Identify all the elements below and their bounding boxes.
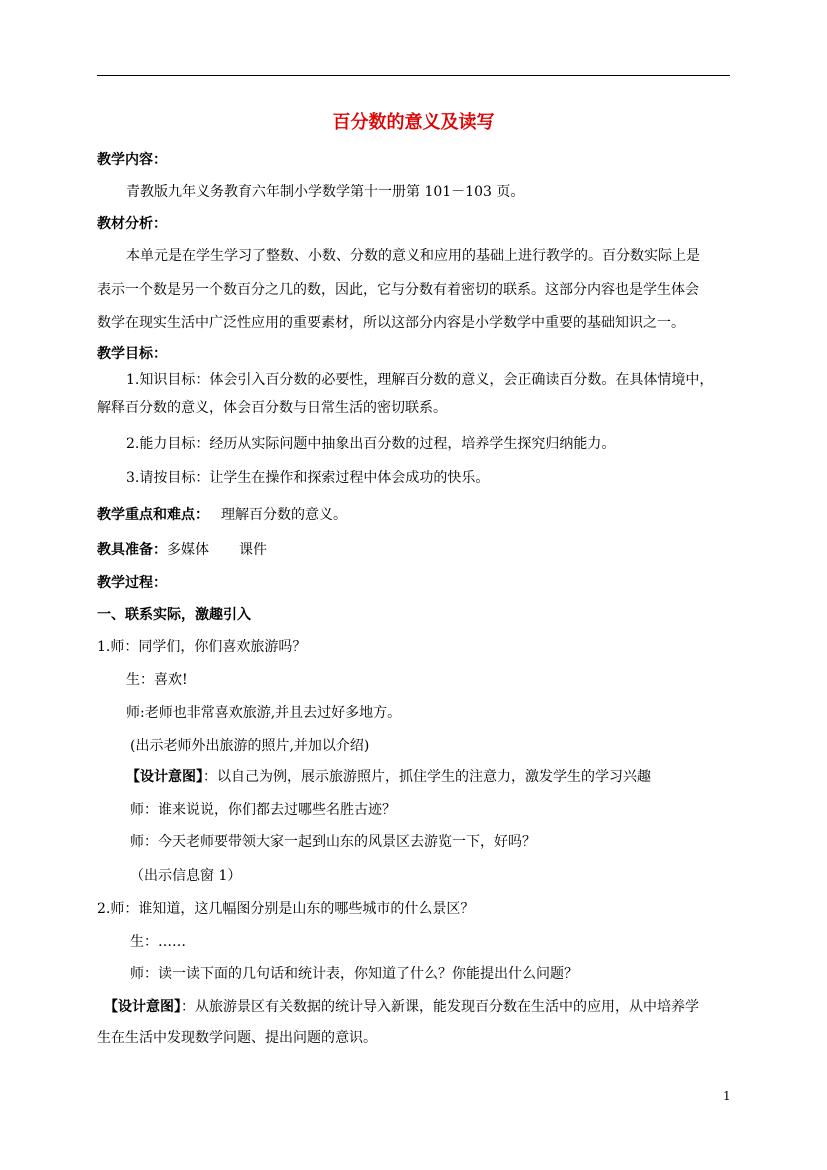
dialogue-line-13: 生在生活中发现数学问题、提出问题的意识。 (97, 1030, 377, 1046)
design-intent-label: 【设计意图】 (126, 769, 203, 785)
dialogue-line-10: 生：…… (130, 934, 186, 950)
section-heading-goals: 教学目标： (97, 346, 167, 362)
dialogue-line-11: 师：读一读下面的几句话和统计表，你知道了什么？你能提出什么问题？ (130, 966, 578, 982)
goal-1-line-2: 解释百分数的意义，体会百分数与日常生活的密切联系。 (97, 400, 447, 416)
design-intent-2 (104, 997, 699, 1017)
dialogue-line-7: 师：今天老师要带领大家一起到山东的风景区去游览一下，好吗？ (130, 834, 536, 850)
section-heading-analysis: 教材分析： (97, 216, 167, 232)
dialogue-line-1: 1.师：同学们，你们喜欢旅游吗？ (97, 639, 307, 655)
design-intent-1 (126, 767, 651, 787)
analysis-line-2: 表示一个数是另一个数百分之几的数，因此，它与分数有着密切的联系。这部分内容也是学生体会 (97, 282, 699, 298)
content-text: 青教版九年义务教育六年制小学数学第十一册第 101－103 页。 (126, 184, 525, 200)
goal-3: 3.请按目标：让学生在操作和探索过程中体会成功的快乐。 (126, 470, 490, 486)
section-heading-process: 教学过程： (97, 575, 167, 591)
dialogue-line-8: （出示信息窗 1） (130, 868, 242, 884)
design-intent-label-2: 【设计意图】 (104, 999, 181, 1015)
dialogue-line-6: 师：谁来说说，你们都去过哪些名胜古迹？ (130, 802, 396, 818)
tools-text-2: 课件 (239, 542, 267, 558)
part1-heading: 一、联系实际，激趣引入 (97, 607, 251, 623)
key-points-label: 教学重点和难点： (97, 507, 209, 523)
analysis-line-3: 数学在现实生活中广泛性应用的重要素材，所以这部分内容是小学数学中重要的基础知识之一。 (97, 315, 685, 331)
dialogue-line-9: 2.师：谁知道，这几幅图分别是山东的哪些城市的什么景区？ (97, 901, 475, 917)
dialogue-line-2: 生：喜欢! (126, 672, 188, 688)
page-title: 百分数的意义及读写 (332, 112, 495, 133)
goal-1-line-1: 1.知识目标：体会引入百分数的必要性，理解百分数的意义，会正确读百分数。在具体情境中， (126, 372, 714, 388)
tools-text: 多媒体 (167, 542, 209, 558)
goal-2: 2.能力目标：经历从实际问题中抽象出百分数的过程，培养学生探究归纳能力。 (126, 436, 616, 452)
dialogue-line-4: (出示老师外出旅游的照片,并加以介绍) (130, 738, 370, 754)
design-intent-text-2: ：从旅游景区有关数据的统计导入新课，能发现百分数在生活中的应用，从中培养学 (181, 999, 699, 1015)
tools (97, 540, 267, 560)
page-number: 1 (723, 1089, 731, 1103)
analysis-line-1: 本单元是在学生学习了整数、小数、分数的意义和应用的基础上进行教学的。百分数实际上是 (126, 248, 700, 264)
section-heading-content: 教学内容： (97, 152, 167, 168)
header-rule (97, 75, 730, 76)
key-points-text: 理解百分数的意义。 (221, 507, 347, 523)
design-intent-text: ：以自己为例，展示旅游照片，抓住学生的注意力，激发学生的学习兴趣 (203, 769, 651, 785)
dialogue-line-3: 师:老师也非常喜欢旅游,并且去过好多地方。 (126, 705, 402, 721)
key-points (97, 505, 347, 525)
tools-label: 教具准备： (97, 542, 167, 558)
